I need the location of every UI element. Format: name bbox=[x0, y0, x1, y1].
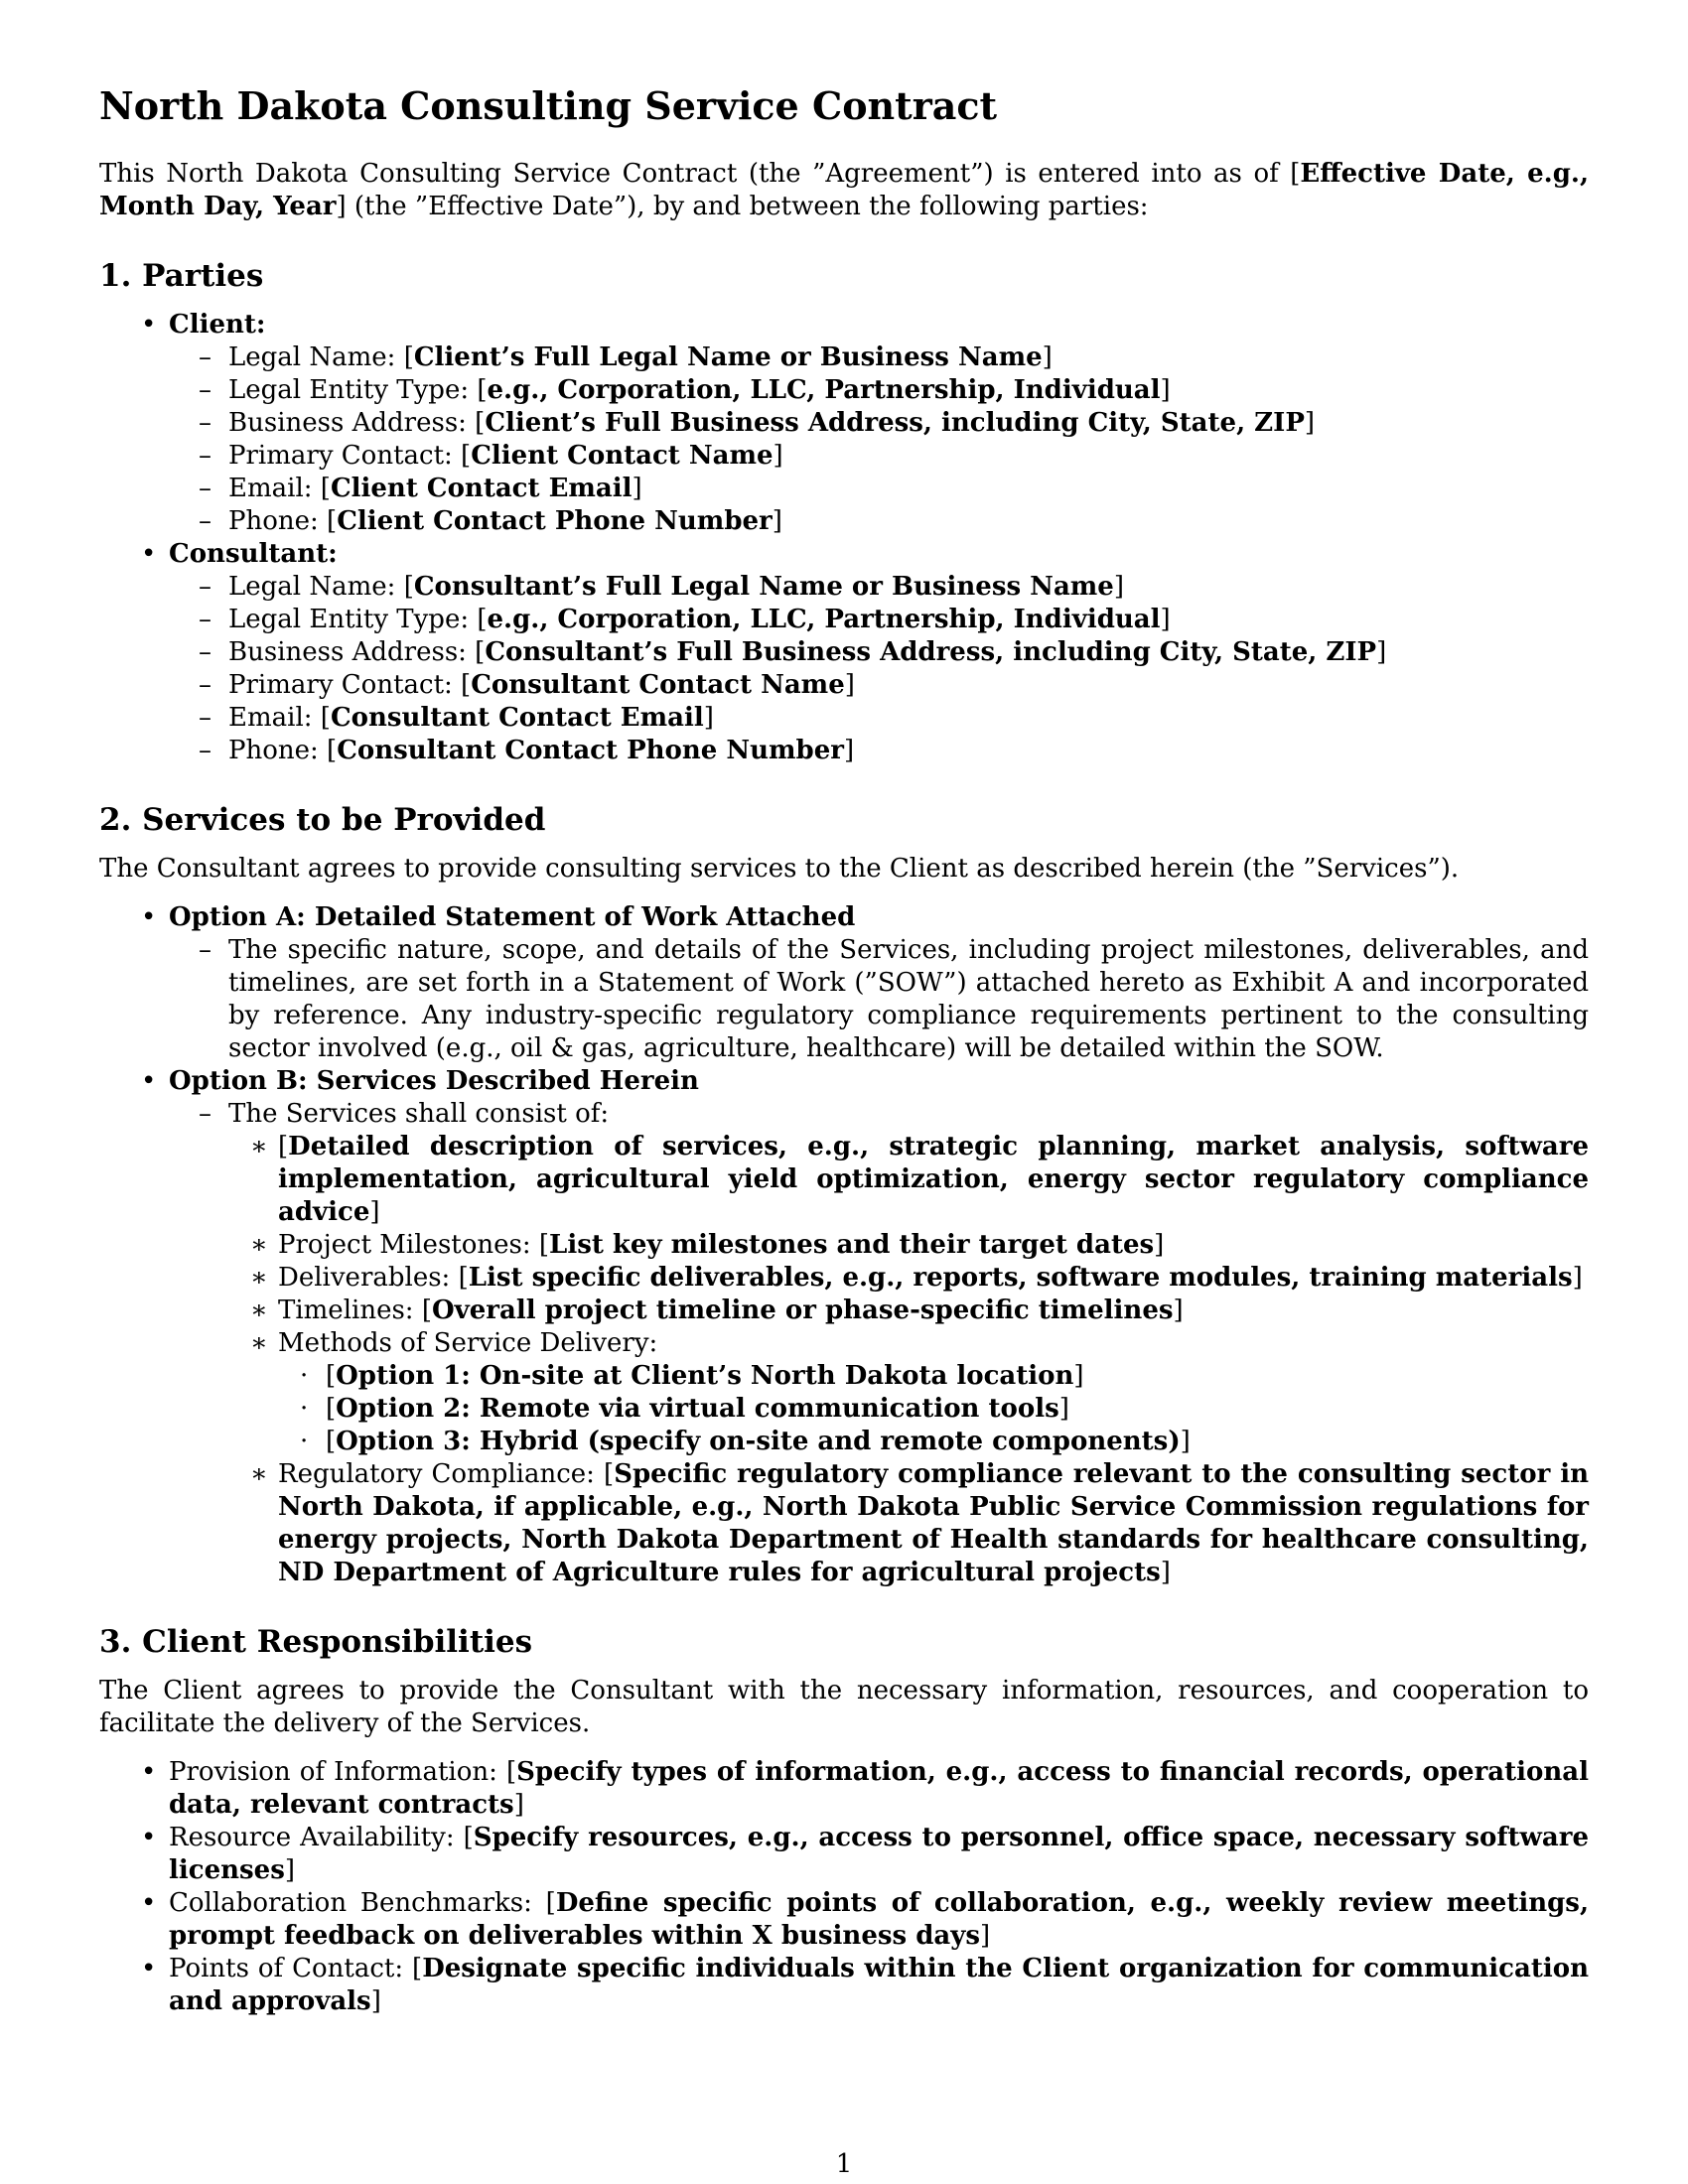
consultant-detail-item: – Phone: [Consultant Contact Phone Number] bbox=[199, 736, 855, 765]
page-number: 1 bbox=[835, 2149, 853, 2179]
parties-list bbox=[99, 309, 1589, 767]
deliverables: ∗ Deliverables: [List specific deliverables, e.g., reports, software modules, training materials] bbox=[250, 1263, 1583, 1293]
consultant-detail-item: – Legal Entity Type: [e.g., Corporation, LLC, Partnership, Individual] bbox=[199, 605, 1171, 634]
consultant-detail-item: – Primary Contact: [Consultant Contact Name] bbox=[199, 670, 855, 700]
services-intro: The Consultant agrees to provide consulting services to the Client as described herein (the ”Services”). bbox=[99, 854, 1460, 884]
client-party: • Client: – Legal Name: [Client’s Full Legal Name or Business Name] – Legal Entity Type: [e.g., Corporation, LLC, Partnership, Individual] – Business Address: [Client’s Full Business Address, including City, State, ZIP] – Primary Contact: [Client Contact Name] – Email: [Client Contact Email] – Phone: [Client Contact Phone Number] bbox=[99, 309, 1589, 538]
project-milestones: ∗ Project Milestones: [List key milestones and their target dates] bbox=[250, 1230, 1165, 1260]
responsibility-item: • Provision of Information: [Specify types of information, e.g., access to financial records, operational data, relevant contracts] bbox=[141, 1757, 1589, 1820]
intro-paragraph: This North Dakota Consulting Service Contract (the ”Agreement”) is entered into as of [Effective Date, e.g., Month Day, Year] (the ”Effective Date”), by and between the following parties: bbox=[99, 159, 1589, 221]
client-detail-item: – Legal Name: [Client’s Full Legal Name or Business Name] bbox=[199, 342, 1053, 372]
responsibilities-intro: The Client agrees to provide the Consultant with the necessary information, resources, and cooperation to facilitate the delivery of the Services. bbox=[99, 1676, 1589, 1738]
services-description: ∗ [Detailed description of services, e.g., strategic planning, market analysis, software implementation, agricultural yield optimization, energy sector regulatory compliance advice] bbox=[250, 1132, 1589, 1227]
section-1-heading: 1. Parties bbox=[99, 258, 264, 294]
delivery-method-item: · [Option 1: On-site at Client’s North Dakota location] bbox=[300, 1361, 1084, 1391]
delivery-method-item: · [Option 3: Hybrid (specify on-site and remote components)] bbox=[300, 1427, 1191, 1456]
timelines: ∗ Timelines: [Overall project timeline or phase-specific timelines] bbox=[250, 1296, 1184, 1325]
services-options bbox=[99, 901, 1589, 1589]
option-b: • Option B: Services Described Herein – The Services shall consist of: ∗ [Detailed description of services, e.g., strategic planning, market analysis, software implementation, agricultural yield optimization, energy sector regulatory compliance advice] ∗ Project Milestones: [List key milestones and their target dates] ∗ Deliverables: [List specific deliverables, e.g., reports, software modules, training materials] ∗ Timelines: [Overall project timeline or phase-specific timelines] ∗ Methods of Service Delivery: · [Option 1: On-site at Client’s North Dakota location] · [Option 2: Remote via virtual communication tools] · [Option 3: Hybrid (specify on-site and remote components)] ∗ Regulatory Compliance: [Specific regulatory compliance relevant to the consulting sector in North Dakota, if applicable, e.g., North Dakota Public Service Commission regulations for energy projects, North Dakota Department of Health standards for healthcare consulting, ND Department of Agriculture rules for agricultural projects] bbox=[141, 1066, 1589, 1587]
responsibility-item: • Collaboration Benchmarks: [Define specific points of collaboration, e.g., weekly review meetings, prompt feedback on deliverables within X business days] bbox=[141, 1888, 1589, 1951]
consultant-details bbox=[169, 571, 1589, 767]
client-detail-item: – Business Address: [Client’s Full Business Address, including City, State, ZIP] bbox=[199, 408, 1316, 438]
client-details bbox=[169, 341, 1589, 538]
client-detail-item: – Primary Contact: [Client Contact Name] bbox=[199, 441, 783, 471]
client-detail-item: – Legal Entity Type: [e.g., Corporation, LLC, Partnership, Individual] bbox=[199, 375, 1171, 405]
methods-of-delivery: ∗ Methods of Service Delivery: · [Option 1: On-site at Client’s North Dakota location] · [Option 2: Remote via virtual communication tools] · [Option 3: Hybrid (specify on-site and remote components)] bbox=[228, 1327, 1589, 1458]
consultant-detail-item: – Email: [Consultant Contact Email] bbox=[199, 703, 714, 733]
client-detail-item: – Phone: [Client Contact Phone Number] bbox=[199, 506, 782, 536]
regulatory-compliance: ∗ Regulatory Compliance: [Specific regulatory compliance relevant to the consulting sector in North Dakota, if applicable, e.g., North Dakota Public Service Commission regulations for energy projects, North Dakota Department of Health standards for healthcare consulting, ND Department of Agriculture rules for agricultural projects] bbox=[250, 1459, 1589, 1587]
delivery-methods bbox=[278, 1360, 1589, 1458]
consultant-party: • Consultant: – Legal Name: [Consultant’s Full Legal Name or Business Name] – Legal Entity Type: [e.g., Corporation, LLC, Partnership, Individual] – Business Address: [Consultant’s Full Business Address, including City, State, ZIP] – Primary Contact: [Consultant Contact Name] – Email: [Consultant Contact Email] – Phone: [Consultant Contact Phone Number] bbox=[99, 538, 1589, 767]
client-detail-item: – Email: [Client Contact Email] bbox=[199, 474, 642, 503]
document-title: North Dakota Consulting Service Contract bbox=[99, 83, 998, 128]
document-page bbox=[99, 84, 1589, 2018]
option-a-text: – The specific nature, scope, and details of the Services, including project milestones, deliverables, and timelines, are set forth in a Statement of Work (”SOW”) attached hereto as Exhibit A and incorporated by reference. Any industry-specific regulatory compliance requirements pertinent to the consulting sector involved (e.g., oil & gas, agriculture, healthcare) will be detailed within the SOW. bbox=[199, 935, 1589, 1063]
section-3-heading: 3. Client Responsibilities bbox=[99, 1624, 533, 1660]
consultant-detail-item: – Business Address: [Consultant’s Full Business Address, including City, State, ZIP] bbox=[199, 637, 1387, 667]
option-a: • Option A: Detailed Statement of Work Attached – The specific nature, scope, and details of the Services, including project milestones, deliverables, and timelines, are set forth in a Statement of Work (”SOW”) attached hereto as Exhibit A and incorporated by reference. Any industry-specific regulatory compliance requirements pertinent to the consulting sector involved (e.g., oil & gas, agriculture, healthcare) will be detailed within the SOW. bbox=[141, 902, 1589, 1063]
section-2-heading: 2. Services to be Provided bbox=[99, 802, 546, 838]
responsibility-item: • Resource Availability: [Specify resources, e.g., access to personnel, office space, necessary software licenses] bbox=[141, 1823, 1589, 1885]
delivery-method-item: · [Option 2: Remote via virtual communication tools] bbox=[300, 1394, 1069, 1424]
responsibility-item: • Points of Contact: [Designate specific individuals within the Client organization for communication and approvals] bbox=[141, 1954, 1589, 2016]
option-b-lead: – The Services shall consist of: ∗ [Detailed description of services, e.g., strategic planning, market analysis, software implementation, agricultural yield optimization, energy sector regulatory compliance advice] ∗ Project Milestones: [List key milestones and their target dates] ∗ Deliverables: [List specific deliverables, e.g., reports, software modules, training materials] ∗ Timelines: [Overall project timeline or phase-specific timelines] ∗ Methods of Service Delivery: · [Option 1: On-site at Client’s North Dakota location] · [Option 2: Remote via virtual communication tools] · [Option 3: Hybrid (specify on-site and remote components)] ∗ Regulatory Compliance: [Specific regulatory compliance relevant to the consulting sector in North Dakota, if applicable, e.g., North Dakota Public Service Commission regulations for energy projects, North Dakota Department of Health standards for healthcare consulting, ND Department of Agriculture rules for agricultural projects] bbox=[199, 1099, 1589, 1587]
responsibilities-list bbox=[99, 1756, 1589, 2018]
consultant-detail-item: – Legal Name: [Consultant’s Full Legal Name or Business Name] bbox=[199, 572, 1124, 602]
